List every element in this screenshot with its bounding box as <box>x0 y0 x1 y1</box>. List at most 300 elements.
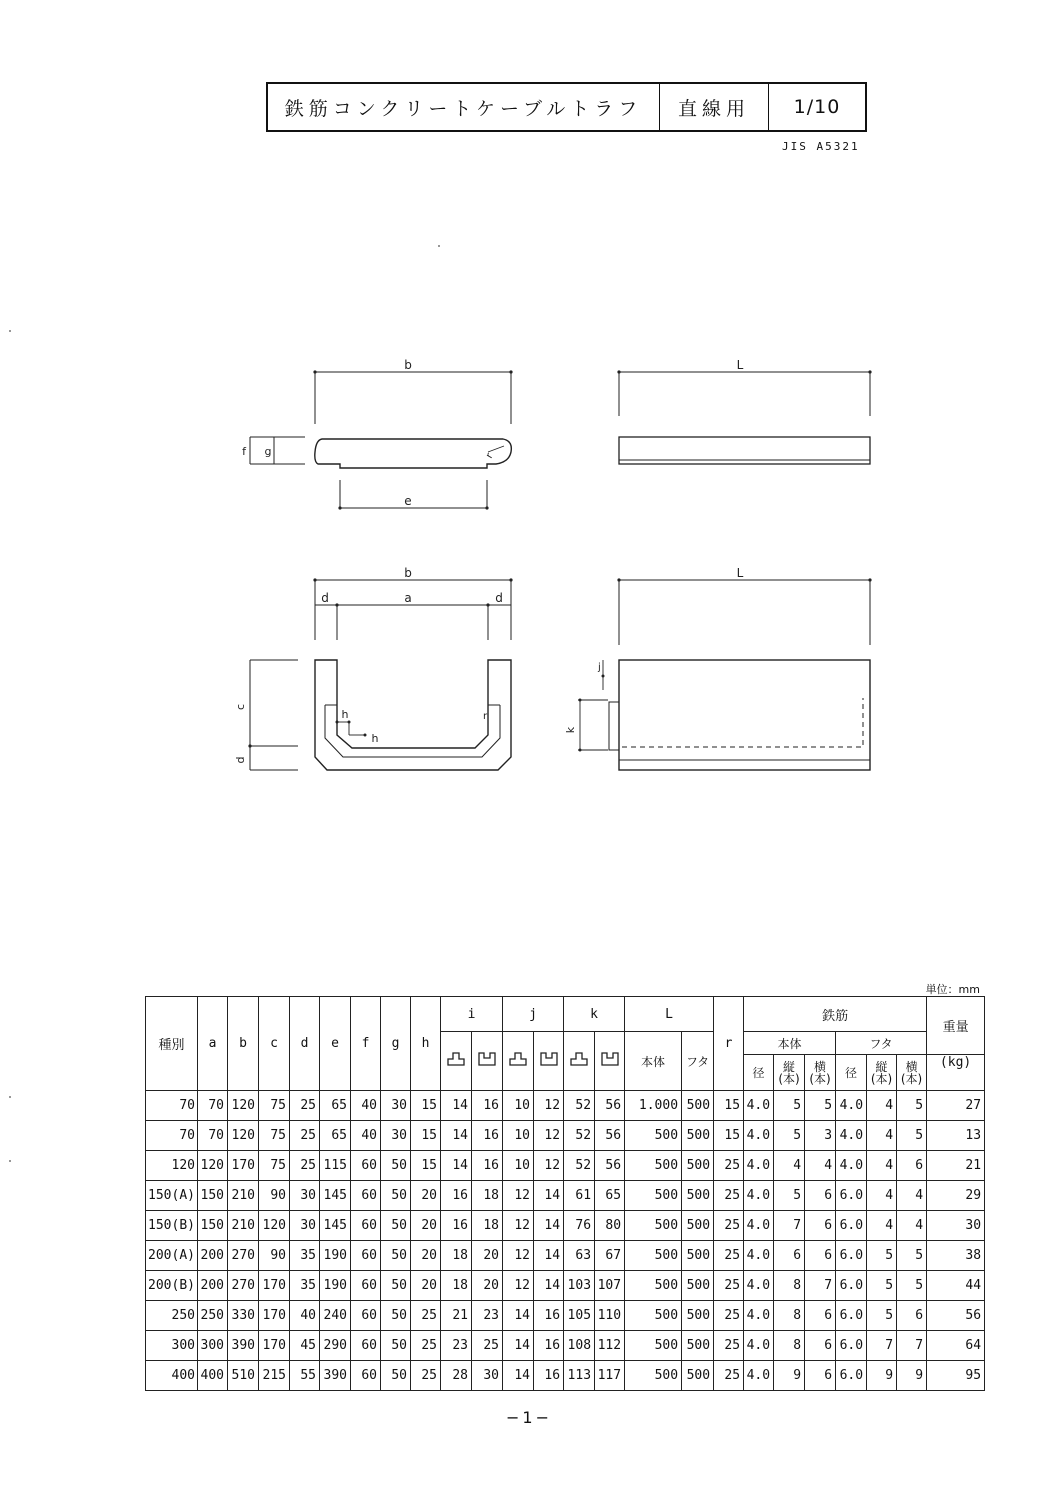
row-type-cell: 150(B) <box>146 1211 198 1241</box>
table-cell: 103 <box>564 1271 595 1301</box>
table-cell: 12 <box>534 1091 564 1121</box>
table-cell: 14 <box>441 1151 472 1181</box>
table-cell: 210 <box>228 1211 259 1241</box>
table-cell: 15 <box>411 1091 441 1121</box>
col-rebar-body-trans <box>805 1055 836 1091</box>
table-cell: 4.0 <box>836 1121 867 1151</box>
table-cell: 4 <box>867 1211 897 1241</box>
k-convex-icon <box>564 1032 595 1091</box>
table-cell: 300 <box>198 1331 228 1361</box>
dim-f-lid: f <box>242 445 246 458</box>
table-cell: 330 <box>228 1301 259 1331</box>
table-cell: 50 <box>381 1211 411 1241</box>
table-cell: 40 <box>351 1091 381 1121</box>
table-cell: 50 <box>381 1271 411 1301</box>
table-cell: 500 <box>682 1091 714 1121</box>
count-label: (本) <box>900 1071 923 1086</box>
table-cell: 4.0 <box>744 1211 774 1241</box>
table-cell: 60 <box>351 1181 381 1211</box>
table-cell: 4 <box>867 1091 897 1121</box>
table-cell: 60 <box>351 1151 381 1181</box>
trans-label: 横 <box>905 1059 918 1074</box>
i-concave-icon <box>472 1032 503 1091</box>
table-cell: 6 <box>805 1181 836 1211</box>
table-cell: 14 <box>503 1301 534 1331</box>
table-cell: 500 <box>625 1301 682 1331</box>
table-cell: 75 <box>259 1091 290 1121</box>
table-cell: 25 <box>290 1121 320 1151</box>
table-cell: 30 <box>381 1121 411 1151</box>
table-cell: 112 <box>595 1331 625 1361</box>
col-rebar: 鉄筋 <box>744 997 927 1032</box>
table-cell: 16 <box>534 1331 564 1361</box>
table-cell: 16 <box>472 1091 503 1121</box>
table-cell: 500 <box>625 1361 682 1391</box>
table-cell: 510 <box>228 1361 259 1391</box>
table-cell: 6.0 <box>836 1271 867 1301</box>
table-cell: 15 <box>714 1121 744 1151</box>
table-cell: 52 <box>564 1091 595 1121</box>
long-label: 縦 <box>783 1059 796 1074</box>
table-cell: 4.0 <box>744 1181 774 1211</box>
table-cell: 500 <box>625 1331 682 1361</box>
col-d: d <box>290 997 320 1091</box>
table-cell: 52 <box>564 1151 595 1181</box>
col-r: r <box>714 997 744 1091</box>
table-cell: 250 <box>198 1301 228 1331</box>
col-k: k <box>564 997 625 1032</box>
table-cell: 25 <box>411 1331 441 1361</box>
long-label: 縦 <box>875 1059 888 1074</box>
table-cell: 113 <box>564 1361 595 1391</box>
table-cell: 30 <box>290 1181 320 1211</box>
table-cell: 5 <box>867 1241 897 1271</box>
table-cell: 30 <box>381 1091 411 1121</box>
table-cell: 5 <box>867 1301 897 1331</box>
table-cell: 12 <box>534 1151 564 1181</box>
scan-speck <box>9 1096 11 1098</box>
dim-d-left: d <box>321 591 329 605</box>
table-cell: 40 <box>290 1301 320 1331</box>
col-h: h <box>411 997 441 1091</box>
col-a: a <box>198 997 228 1091</box>
table-cell: 75 <box>259 1121 290 1151</box>
table-cell: 21 <box>441 1301 472 1331</box>
table-cell: 16 <box>441 1181 472 1211</box>
table-cell: 65 <box>320 1091 351 1121</box>
table-cell: 60 <box>351 1331 381 1361</box>
col-L-lid: フタ <box>682 1032 714 1091</box>
dim-b-lid: b <box>404 358 412 372</box>
table-cell: 5 <box>867 1271 897 1301</box>
table-cell: 500 <box>682 1271 714 1301</box>
table-cell: 390 <box>320 1361 351 1391</box>
table-cell: 10 <box>503 1151 534 1181</box>
col-f: f <box>351 997 381 1091</box>
table-cell: 16 <box>472 1121 503 1151</box>
table-cell: 25 <box>411 1301 441 1331</box>
count-label: (本) <box>778 1071 800 1086</box>
table-cell: 18 <box>441 1241 472 1271</box>
row-type-cell: 250 <box>146 1301 198 1331</box>
table-cell: 6 <box>805 1331 836 1361</box>
table-cell: 105 <box>564 1301 595 1331</box>
table-row <box>146 1181 985 1211</box>
table-cell: 4 <box>897 1181 927 1211</box>
dim-e-lid: e <box>404 494 412 508</box>
table-cell: 10 <box>503 1121 534 1151</box>
col-L-body: 本体 <box>625 1032 682 1091</box>
table-cell: 70 <box>198 1121 228 1151</box>
table-cell: 500 <box>682 1301 714 1331</box>
table-cell: 65 <box>320 1121 351 1151</box>
table-cell: 6.0 <box>836 1331 867 1361</box>
table-cell: 500 <box>682 1151 714 1181</box>
table-row <box>146 1241 985 1271</box>
table-cell: 12 <box>534 1121 564 1151</box>
row-type-cell: 70 <box>146 1121 198 1151</box>
col-e: e <box>320 997 351 1091</box>
table-cell: 25 <box>714 1151 744 1181</box>
table-cell: 4 <box>805 1151 836 1181</box>
table-cell: 500 <box>682 1241 714 1271</box>
table-cell: 170 <box>259 1271 290 1301</box>
table-cell: 10 <box>503 1091 534 1121</box>
table-cell: 6.0 <box>836 1181 867 1211</box>
dim-k: k <box>564 726 577 734</box>
table-cell: 23 <box>472 1301 503 1331</box>
table-cell: 4.0 <box>744 1271 774 1301</box>
table-cell: 12 <box>503 1241 534 1271</box>
i-convex-icon <box>441 1032 472 1091</box>
table-row <box>146 1151 985 1181</box>
table-cell: 16 <box>441 1211 472 1241</box>
col-type: 種別 <box>146 997 198 1091</box>
product-type: 直線用 <box>660 84 769 130</box>
table-cell: 21 <box>927 1151 985 1181</box>
table-cell: 500 <box>625 1151 682 1181</box>
table-cell: 5 <box>774 1121 805 1151</box>
table-cell: 4 <box>867 1181 897 1211</box>
lid-side-view <box>617 358 871 464</box>
j-concave-icon <box>534 1032 564 1091</box>
trough-section-view <box>234 566 513 770</box>
table-cell: 45 <box>290 1331 320 1361</box>
table-cell: 6.0 <box>836 1211 867 1241</box>
table-cell: 6 <box>897 1301 927 1331</box>
row-type-cell: 300 <box>146 1331 198 1361</box>
table-cell: 25 <box>714 1181 744 1211</box>
table-cell: 50 <box>381 1331 411 1361</box>
table-cell: 56 <box>595 1121 625 1151</box>
table-cell: 44 <box>927 1271 985 1301</box>
table-cell: 50 <box>381 1241 411 1271</box>
trans-label: 横 <box>814 1059 827 1074</box>
drawing-scale: 1/10 <box>793 96 841 118</box>
table-cell: 52 <box>564 1121 595 1151</box>
table-cell: 25 <box>714 1271 744 1301</box>
table-cell: 9 <box>867 1361 897 1391</box>
table-cell: 4 <box>897 1211 927 1241</box>
dim-h-1: h <box>341 708 349 721</box>
table-cell: 6 <box>897 1151 927 1181</box>
table-cell: 7 <box>774 1211 805 1241</box>
table-cell: 25 <box>714 1211 744 1241</box>
table-cell: 14 <box>534 1271 564 1301</box>
table-cell: 15 <box>714 1091 744 1121</box>
table-cell: 7 <box>867 1331 897 1361</box>
table-cell: 60 <box>351 1271 381 1301</box>
table-cell: 25 <box>714 1301 744 1331</box>
table-cell: 150 <box>198 1181 228 1211</box>
table-cell: 76 <box>564 1211 595 1241</box>
table-cell: 4.0 <box>744 1121 774 1151</box>
dim-j: j <box>598 662 601 673</box>
dim-d-vert: d <box>234 756 247 764</box>
table-row <box>146 1271 985 1301</box>
table-cell: 5 <box>774 1181 805 1211</box>
col-rebar-body-dia: 径 <box>744 1055 774 1091</box>
table-cell: 8 <box>774 1301 805 1331</box>
table-cell: 270 <box>228 1241 259 1271</box>
table-cell: 20 <box>472 1241 503 1271</box>
table-cell: 120 <box>198 1151 228 1181</box>
table-cell: 145 <box>320 1211 351 1241</box>
table-cell: 25 <box>714 1361 744 1391</box>
table-cell: 400 <box>198 1361 228 1391</box>
table-cell: 65 <box>595 1181 625 1211</box>
table-cell: 56 <box>595 1151 625 1181</box>
table-cell: 107 <box>595 1271 625 1301</box>
table-cell: 200 <box>198 1241 228 1271</box>
table-cell: 190 <box>320 1241 351 1271</box>
table-cell: 90 <box>259 1181 290 1211</box>
table-cell: 5 <box>897 1241 927 1271</box>
k-concave-icon <box>595 1032 625 1091</box>
table-cell: 60 <box>351 1241 381 1271</box>
row-type-cell: 70 <box>146 1091 198 1121</box>
table-cell: 28 <box>441 1361 472 1391</box>
table-cell: 55 <box>290 1361 320 1391</box>
standard-code: JIS A5321 <box>782 140 860 153</box>
table-cell: 500 <box>625 1211 682 1241</box>
table-cell: 5 <box>897 1271 927 1301</box>
dim-L-trough: L <box>736 566 744 580</box>
table-cell: 25 <box>714 1241 744 1271</box>
row-type-cell: 200(A) <box>146 1241 198 1271</box>
col-j: j <box>503 997 564 1032</box>
table-cell: 108 <box>564 1331 595 1361</box>
table-row <box>146 1331 985 1361</box>
dim-h-2: h <box>371 732 379 745</box>
count-label: (本) <box>809 1071 831 1086</box>
table-cell: 4.0 <box>836 1151 867 1181</box>
dim-b-trough: b <box>404 566 412 580</box>
table-cell: 500 <box>625 1121 682 1151</box>
table-cell: 3 <box>805 1121 836 1151</box>
table-cell: 67 <box>595 1241 625 1271</box>
table-cell: 20 <box>411 1181 441 1211</box>
table-cell: 63 <box>564 1241 595 1271</box>
table-cell: 117 <box>595 1361 625 1391</box>
table-cell: 4 <box>867 1151 897 1181</box>
dim-r-lid: r <box>484 451 496 461</box>
table-cell: 12 <box>503 1181 534 1211</box>
table-cell: 9 <box>897 1361 927 1391</box>
table-cell: 6 <box>805 1361 836 1391</box>
dim-r-trough: r <box>483 711 488 722</box>
table-cell: 6.0 <box>836 1241 867 1271</box>
table-cell: 90 <box>259 1241 290 1271</box>
table-cell: 4.0 <box>744 1151 774 1181</box>
table-cell: 270 <box>228 1271 259 1301</box>
table-cell: 7 <box>897 1331 927 1361</box>
col-g: g <box>381 997 411 1091</box>
table-cell: 14 <box>441 1091 472 1121</box>
table-cell: 7 <box>805 1271 836 1301</box>
table-cell: 12 <box>503 1211 534 1241</box>
table-cell: 6 <box>805 1301 836 1331</box>
table-cell: 25 <box>472 1331 503 1361</box>
table-cell: 35 <box>290 1241 320 1271</box>
table-cell: 56 <box>595 1091 625 1121</box>
scan-speck <box>438 245 440 247</box>
table-cell: 120 <box>228 1121 259 1151</box>
table-cell: 115 <box>320 1151 351 1181</box>
col-c: c <box>259 997 290 1091</box>
j-convex-icon <box>503 1032 534 1091</box>
table-cell: 215 <box>259 1361 290 1391</box>
table-cell: 190 <box>320 1271 351 1301</box>
table-cell: 150 <box>198 1211 228 1241</box>
table-cell: 18 <box>472 1211 503 1241</box>
product-name: 鉄筋コンクリートケーブルトラフ <box>268 84 660 130</box>
table-cell: 6 <box>805 1241 836 1271</box>
table-cell: 6 <box>774 1241 805 1271</box>
table-cell: 210 <box>228 1181 259 1211</box>
table-cell: 23 <box>441 1331 472 1361</box>
table-cell: 56 <box>927 1301 985 1331</box>
table-cell: 64 <box>927 1331 985 1361</box>
table-cell: 500 <box>625 1241 682 1271</box>
table-cell: 110 <box>595 1301 625 1331</box>
col-rebar-lid: フタ <box>836 1032 927 1055</box>
col-rebar-lid-dia: 径 <box>836 1055 867 1091</box>
table-cell: 120 <box>259 1211 290 1241</box>
table-row <box>146 1121 985 1151</box>
table-cell: 38 <box>927 1241 985 1271</box>
table-cell: 27 <box>927 1091 985 1121</box>
table-cell: 40 <box>351 1121 381 1151</box>
table-cell: 35 <box>290 1271 320 1301</box>
table-cell: 14 <box>441 1121 472 1151</box>
table-cell: 16 <box>534 1361 564 1391</box>
row-type-cell: 200(B) <box>146 1271 198 1301</box>
table-cell: 29 <box>927 1181 985 1211</box>
unit-label: 単位：mm <box>925 983 980 996</box>
table-cell: 12 <box>503 1271 534 1301</box>
dim-g-lid: g <box>264 445 272 458</box>
table-cell: 500 <box>625 1271 682 1301</box>
table-cell: 20 <box>411 1211 441 1241</box>
table-cell: 500 <box>682 1361 714 1391</box>
table-row <box>146 1091 985 1121</box>
table-cell: 9 <box>774 1361 805 1391</box>
table-cell: 240 <box>320 1301 351 1331</box>
page-number: −1− <box>506 1408 552 1427</box>
table-cell: 1.000 <box>625 1091 682 1121</box>
table-cell: 20 <box>472 1271 503 1301</box>
table-cell: 14 <box>503 1361 534 1391</box>
table-cell: 70 <box>198 1091 228 1121</box>
table-cell: 30 <box>290 1211 320 1241</box>
table-cell: 170 <box>259 1331 290 1361</box>
table-cell: 14 <box>534 1181 564 1211</box>
table-cell: 4.0 <box>836 1091 867 1121</box>
table-cell: 145 <box>320 1181 351 1211</box>
table-cell: 500 <box>625 1181 682 1211</box>
col-rebar-body: 本体 <box>744 1032 836 1055</box>
lid-section-view <box>242 358 513 510</box>
table-cell: 50 <box>381 1151 411 1181</box>
spec-table <box>145 996 985 1391</box>
table-cell: 60 <box>351 1211 381 1241</box>
table-cell: 20 <box>411 1271 441 1301</box>
row-type-cell: 120 <box>146 1151 198 1181</box>
table-cell: 200 <box>198 1271 228 1301</box>
table-cell: 4.0 <box>744 1241 774 1271</box>
table-cell: 16 <box>472 1151 503 1181</box>
col-rebar-lid-trans <box>897 1055 927 1091</box>
table-cell: 30 <box>472 1361 503 1391</box>
count-label: (本) <box>870 1071 893 1086</box>
table-row <box>146 1361 985 1391</box>
table-cell: 30 <box>927 1211 985 1241</box>
table-cell: 500 <box>682 1121 714 1151</box>
table-cell: 15 <box>411 1121 441 1151</box>
table-cell: 60 <box>351 1361 381 1391</box>
col-b: b <box>228 997 259 1091</box>
table-row <box>146 1211 985 1241</box>
trough-side-view <box>564 566 872 770</box>
table-cell: 18 <box>472 1181 503 1211</box>
table-cell: 5 <box>774 1091 805 1121</box>
dim-a-trough: a <box>404 591 412 605</box>
table-cell: 16 <box>534 1301 564 1331</box>
table-cell: 13 <box>927 1121 985 1151</box>
table-cell: 6.0 <box>836 1361 867 1391</box>
table-cell: 500 <box>682 1331 714 1361</box>
table-cell: 390 <box>228 1331 259 1361</box>
table-cell: 170 <box>259 1301 290 1331</box>
table-cell: 5 <box>805 1091 836 1121</box>
col-L: L <box>625 997 714 1032</box>
dim-d-right: d <box>495 591 503 605</box>
spec-table-body <box>146 1091 985 1391</box>
table-cell: 500 <box>682 1211 714 1241</box>
table-cell: 14 <box>534 1211 564 1241</box>
scan-speck <box>9 330 11 332</box>
table-cell: 5 <box>897 1121 927 1151</box>
table-cell: 6.0 <box>836 1301 867 1331</box>
table-cell: 4.0 <box>744 1301 774 1331</box>
table-cell: 290 <box>320 1331 351 1361</box>
table-cell: 95 <box>927 1361 985 1391</box>
table-cell: 50 <box>381 1181 411 1211</box>
col-rebar-lid-long <box>867 1055 897 1091</box>
table-row <box>146 1301 985 1331</box>
table-cell: 4.0 <box>744 1361 774 1391</box>
